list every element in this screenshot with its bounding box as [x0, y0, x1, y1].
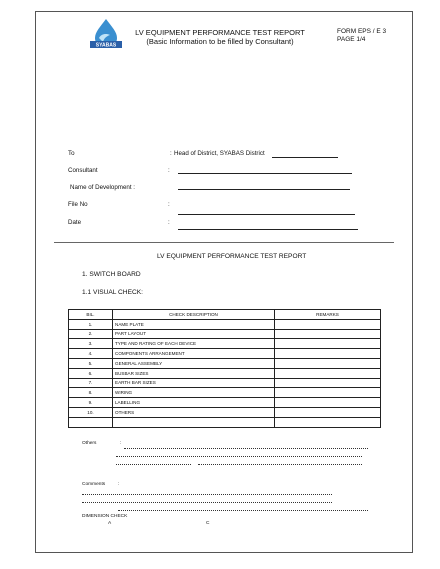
table-header-row — [69, 310, 381, 320]
dimension-c-label: C — [206, 521, 210, 526]
column-header-bil: BIL. — [69, 310, 113, 320]
row-remarks-cell[interactable] — [275, 407, 381, 417]
comments-line-2[interactable] — [82, 502, 332, 503]
row-description: LABELLING — [113, 398, 275, 408]
row-description: EARTH BAR SIZES — [113, 378, 275, 388]
to-label: To — [68, 150, 75, 157]
row-remarks-cell[interactable] — [275, 349, 381, 359]
fileno-field-line[interactable] — [178, 214, 355, 215]
row-description: GENERAL ASSEMBLY — [113, 358, 275, 368]
others-line-1[interactable] — [124, 448, 368, 449]
subsection-heading: 1.1 VISUAL CHECK: — [82, 289, 143, 296]
fileno-label: File No — [68, 201, 88, 208]
row-number: 5. — [69, 358, 113, 368]
date-field-line[interactable] — [178, 229, 358, 230]
report-title: LV EQUIPMENT PERFORMANCE TEST REPORT — [157, 253, 307, 260]
date-colon: : — [168, 219, 170, 226]
header-title-line2: (Basic Information to be filled by Consultant) — [146, 37, 294, 46]
row-number: 3. — [69, 339, 113, 349]
row-number: 1. — [69, 319, 113, 329]
column-header-remarks: REMARKS — [275, 310, 381, 320]
row-number: 2. — [69, 329, 113, 339]
table-row — [69, 358, 381, 368]
consultant-label: Consultant — [68, 167, 98, 174]
consultant-field-line[interactable] — [178, 173, 352, 174]
row-description: NAME PLATE — [113, 319, 275, 329]
row-number — [69, 417, 113, 427]
consultant-colon: : — [168, 167, 170, 174]
row-remarks-cell[interactable] — [275, 417, 381, 427]
others-colon: : — [120, 441, 122, 446]
table-row — [69, 378, 381, 388]
row-remarks-cell[interactable] — [275, 339, 381, 349]
row-number: 9. — [69, 398, 113, 408]
logo-text: SYABAS — [95, 42, 117, 49]
comments-line-1[interactable] — [82, 494, 332, 495]
row-description: PART LAYOUT — [113, 329, 275, 339]
table-row — [69, 319, 381, 329]
row-remarks-cell[interactable] — [275, 358, 381, 368]
form-code: FORM EPS / E 3 — [337, 28, 387, 35]
table-row — [69, 339, 381, 349]
to-value: Head of District, SYABAS District — [174, 150, 265, 157]
row-remarks-cell[interactable] — [275, 319, 381, 329]
dimension-check-label: DIMENSION CHECK — [82, 514, 128, 519]
others-line-2[interactable] — [116, 456, 362, 457]
date-label: Date — [68, 219, 82, 226]
row-remarks-cell[interactable] — [275, 378, 381, 388]
header-title-line1: LV EQUIPMENT PERFORMANCE TEST REPORT — [135, 28, 305, 37]
row-description: TYPE AND RATING OF EACH DEVICE — [113, 339, 275, 349]
table-row — [69, 398, 381, 408]
others-line-3a[interactable] — [116, 464, 191, 465]
page-number: PAGE 1/4 — [337, 36, 366, 43]
page-frame — [35, 11, 413, 553]
row-remarks-cell[interactable] — [275, 398, 381, 408]
row-description — [113, 417, 275, 427]
others-label: Others — [82, 441, 97, 446]
section-divider — [54, 242, 394, 243]
table-row — [69, 388, 381, 398]
row-description: OTHERS — [113, 407, 275, 417]
row-remarks-cell[interactable] — [275, 329, 381, 339]
row-number: 10. — [69, 407, 113, 417]
comments-colon: : — [118, 482, 120, 487]
table-row — [69, 349, 381, 359]
row-description: COMPONENTS ARRANGEMENT — [113, 349, 275, 359]
comments-line-3[interactable] — [118, 510, 368, 511]
syabas-logo — [86, 18, 126, 52]
to-colon: : — [170, 150, 172, 157]
row-remarks-cell[interactable] — [275, 368, 381, 378]
column-header-description: CHECK DESCRIPTION — [113, 310, 275, 320]
row-number: 4. — [69, 349, 113, 359]
form-identifier — [337, 28, 386, 44]
development-field-line[interactable] — [178, 189, 350, 190]
row-remarks-cell[interactable] — [275, 388, 381, 398]
to-field-line[interactable] — [272, 157, 338, 158]
section-heading: 1. SWITCH BOARD — [82, 271, 141, 278]
development-label: Name of Development : — [70, 184, 135, 191]
row-number: 8. — [69, 388, 113, 398]
table-row — [69, 417, 381, 427]
row-number: 6. — [69, 368, 113, 378]
header-title — [130, 28, 310, 46]
row-description: WIRING — [113, 388, 275, 398]
table-row — [69, 407, 381, 417]
dimension-a-label: A — [108, 521, 112, 526]
row-number: 7. — [69, 378, 113, 388]
row-description: BUSBAR SIZES — [113, 368, 275, 378]
others-line-3b[interactable] — [198, 464, 362, 465]
visual-check-table — [68, 309, 381, 428]
table-row — [69, 368, 381, 378]
table-row — [69, 329, 381, 339]
fileno-colon: : — [168, 201, 170, 208]
comments-label: Comments — [82, 482, 106, 487]
